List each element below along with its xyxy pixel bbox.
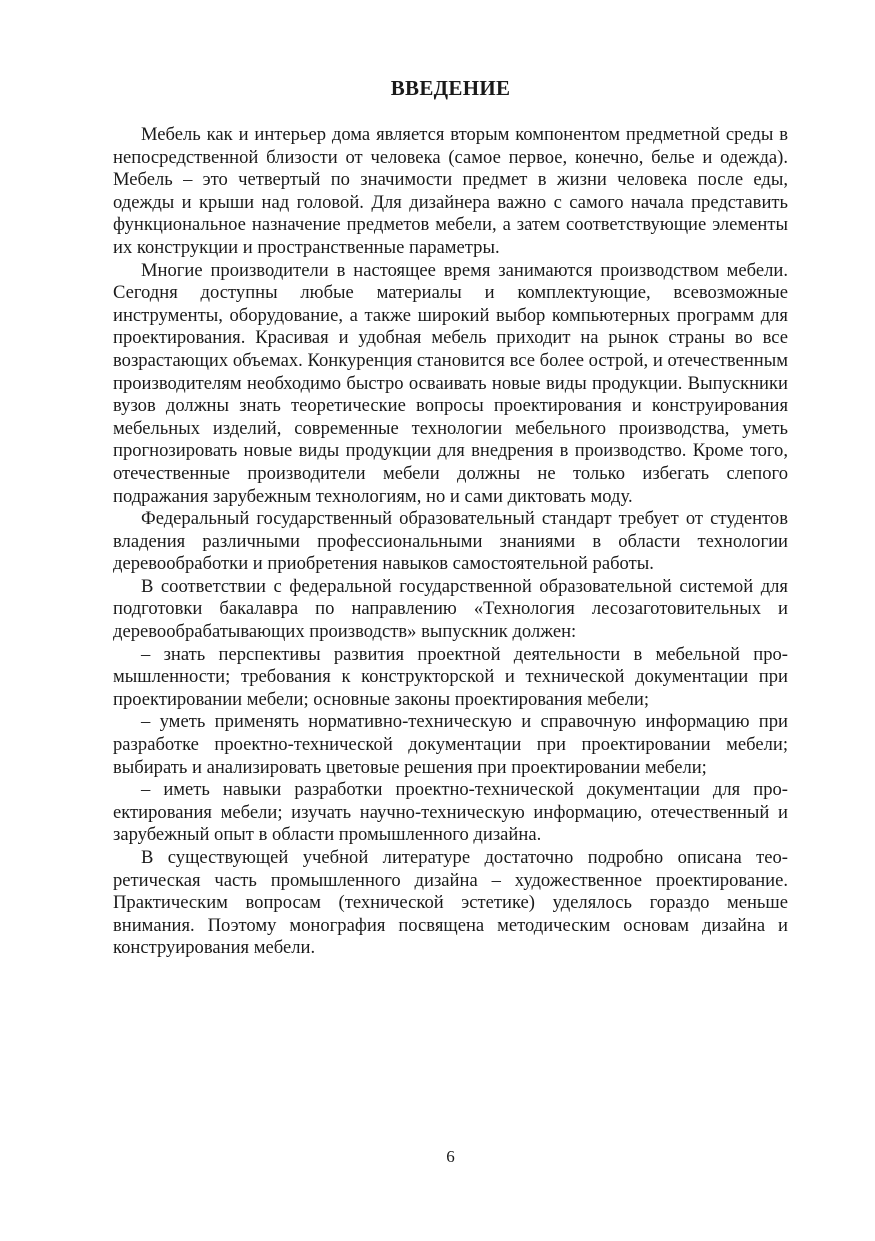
list-item-know: – знать перспективы развития проектной деятельности в мебельной промышленности; требования к конструкторской и технической документации при проектировании мебели; основные законы проектирования мебели; xyxy=(113,643,788,710)
paragraph-4: В соответствии с федеральной государственной образовательной системой для подготовки бакалавра по направлению «Технология лесозаготовительных и деревообрабатывающих производств» выпускник должен: xyxy=(113,575,788,643)
page-number: 6 xyxy=(446,1147,455,1166)
list-item-have-skills: – иметь навыки разработки проектно-технической документации для проектирования мебели; изучать научно-техническую информацию, отечественный и зарубежный опыт в области промышленного дизайна. xyxy=(113,779,788,846)
paragraph-2: Многие производители в настоящее время занимаются производством мебели. Сегодня доступны любые материалы и комплектующие, всевозможные инструменты, оборудование, а также широкий выбор компьютерных программ для проектирования. Красивая и удобная мебель приходит на рынок страны во все возрастающих объемах. Конкуренция становится все более острой, и отечественным производителям необходимо быстро осваивать новые виды продукции. Выпускники вузов должны знать теоретические вопросы проектирования и конструирования мебельных изделий, современные технологии мебельного производства, уметь прогнозировать новые виды продукции для внедрения в производство. Кроме того, отечественные производители мебели должны не только избегать слепого подражания зарубежным технологиям, но и сами диктовать моду. xyxy=(113,259,788,507)
list-item-be-able: – уметь применять нормативно-техническую и справочную информацию при разработке проектно-технической документации при проектировании мебели; выбирать и анализировать цветовые решения при проектировании мебели; xyxy=(113,711,788,778)
document-page xyxy=(113,0,788,1241)
page-title: ВВЕДЕНИЕ xyxy=(390,76,511,100)
paragraph-3: Федеральный государственный образовательный стандарт требует от студентов владения различными профессиональными знаниями в области технологии деревообработки и приобретения навыков самостоятельной работы. xyxy=(113,508,788,575)
paragraph-8: В существующей учебной литературе достаточно подробно описана теоретическая часть промышленного дизайна – художественное проектирование. Практическим вопросам (технической эстетике) уделялось гораздо меньше внимания. Поэтому монография посвящена методическим основам дизайна и конструирования мебели. xyxy=(113,847,788,959)
body-text xyxy=(113,124,788,960)
paragraph-1: Мебель как и интерьер дома является вторым компонентом предметной среды в непосредственной близости от человека (самое первое, конечно, белье и одежда). Мебель – это четвертый по значимости предмет в жизни человека после еды, одежды и крыши над головой. Для дизайнера важно с самого начала представить функциональное назначение предметов мебели, а затем соответствующие элементы их конструкции и пространственные параметры. xyxy=(113,124,788,258)
